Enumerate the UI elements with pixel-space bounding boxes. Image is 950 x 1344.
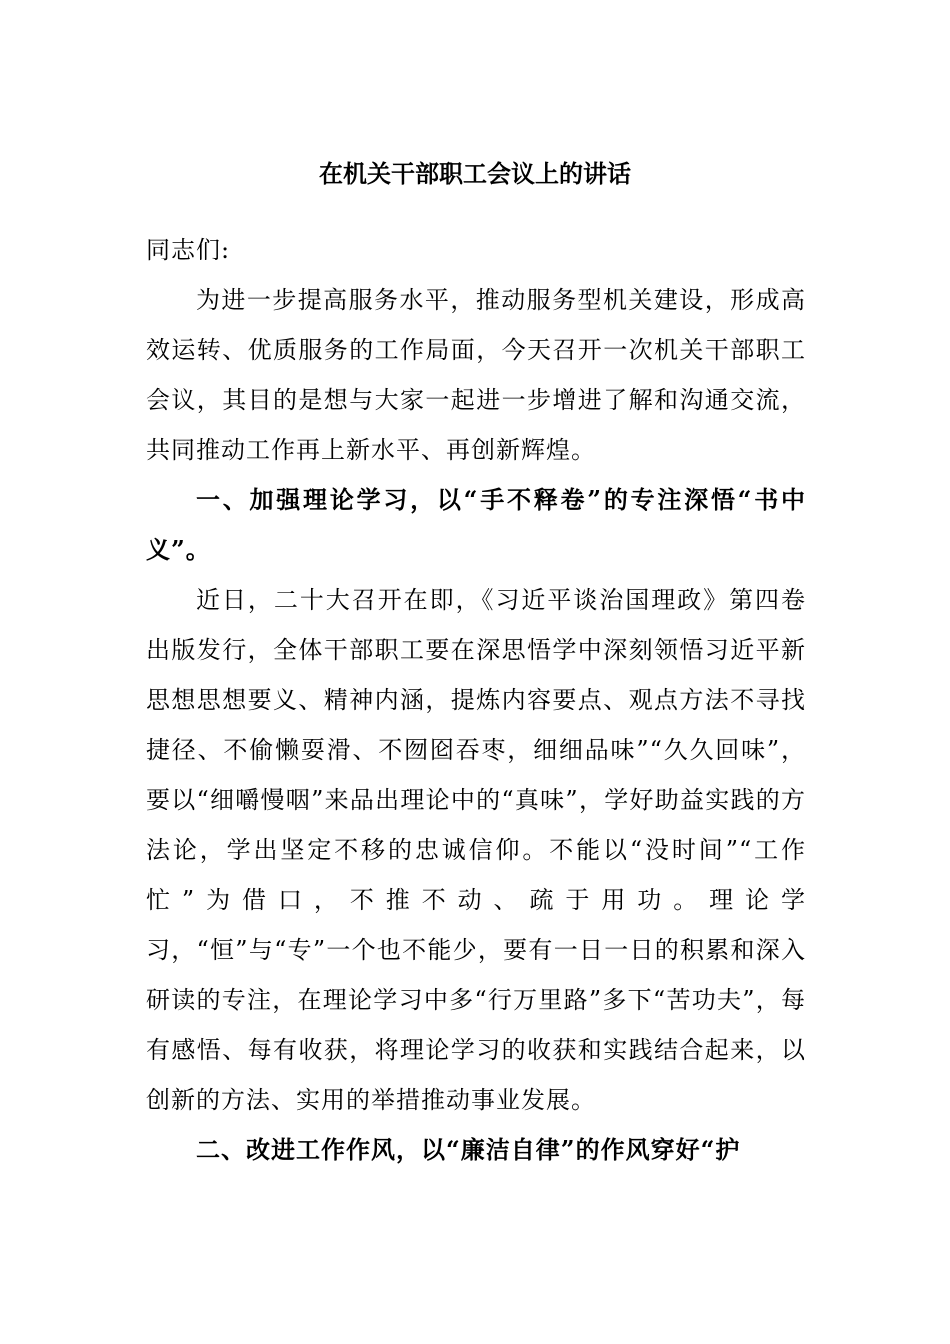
section-1-heading: 一、加强理论学习，以“手不释卷”的专注深悟“书中义”。 <box>146 485 806 564</box>
section-1-paragraph: 近日，二十大召开在即，《习近平谈治国理政》第四卷出版发行，全体干部职工要在深思悟学中深刻领悟习近平新思想思想要义、精神内涵，提炼内容要点、观点方法不寻找捷径、不偷懒耍滑、不囫囵吞枣，细细品味”“久久回味”，要以“细嚼慢咽”来品出理论中的“真味”，学好助益实践的方法论，学出坚定不移的忠诚信仰。不能以“没时间”“工作忙”为借口，不推不动、疏于用功。理论学习，“恒”与“专”一个也不能少，要有一日一日的积累和深入研读的专注，在理论学习中多“行万里路”多下“苦功夫”，每有感悟、每有收获，将理论学习的收获和实践结合起来，以创新的方法、实用的举措推动事业发展。 <box>146 586 806 1114</box>
intro-paragraph: 为进一步提高服务水平，推动服务型机关建设，形成高效运转、优质服务的工作局面，今天召开一次机关干部职工会议，其目的是想与大家一起进一步增进了解和沟通交流，共同推动工作再上新水平、再创新辉煌。 <box>146 286 806 464</box>
document-title: 在机关干部职工会议上的讲话 <box>319 159 631 188</box>
section-2-heading: 二、改进工作作风，以“廉洁自律”的作风穿好“护 <box>196 1135 741 1164</box>
document-body <box>146 225 806 1175</box>
salutation: 同志们: <box>146 236 231 264</box>
